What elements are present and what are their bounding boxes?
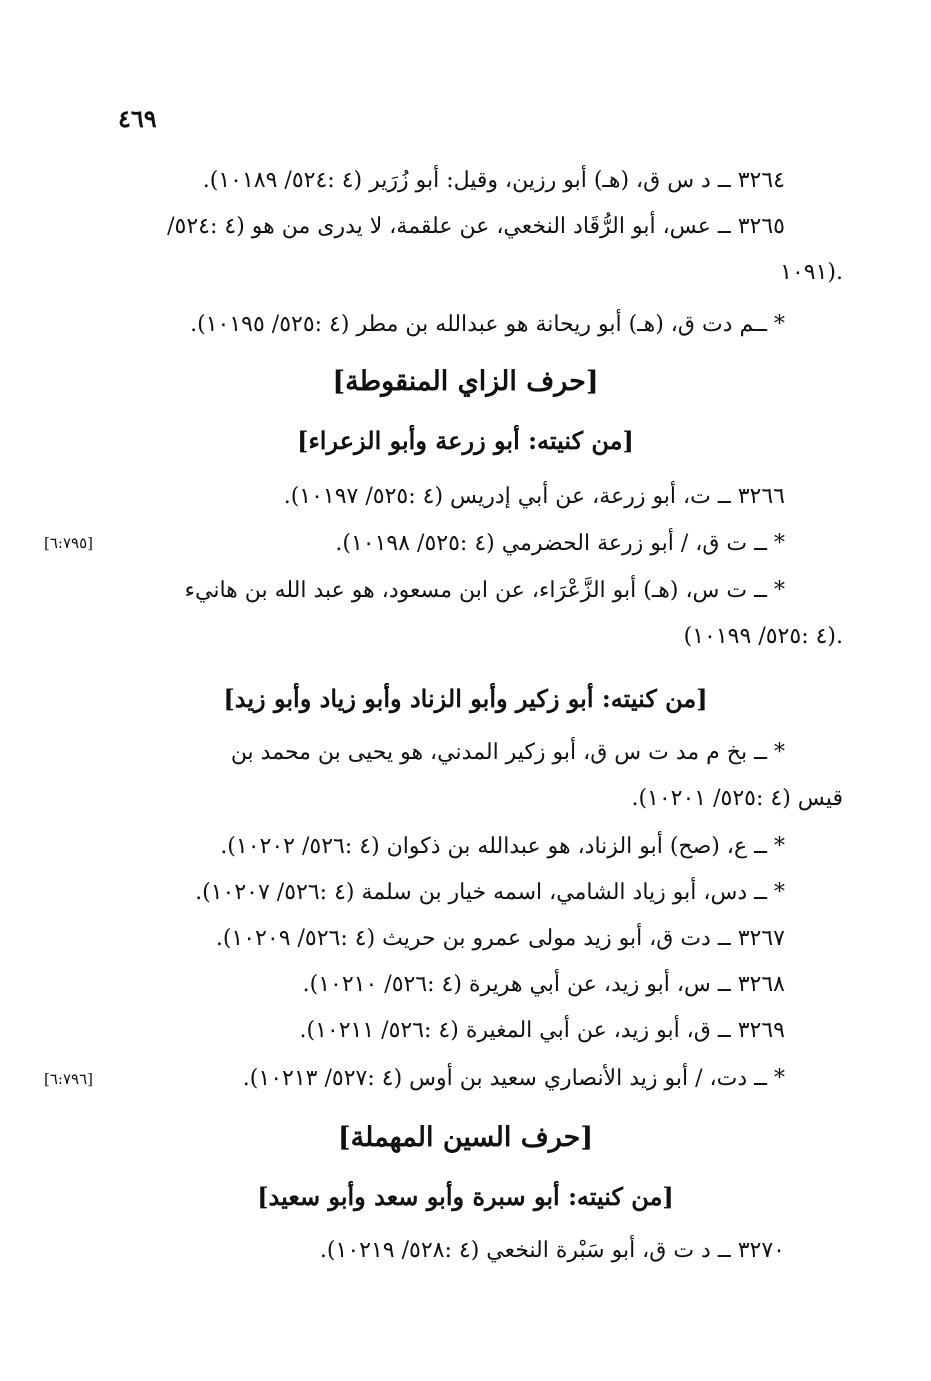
heading-sin: [حرف السين المهملة]	[337, 1122, 594, 1153]
entry-3268: ٣٢٦٨ ــ س، أبو زيد، عن أبي هريرة (٤ :٥٢٦/ ١٠٢١٠).	[302, 972, 785, 997]
starred-entry-abu-zukayr: * ــ بخ م مد ت س ق، أبو زكير المدني، هو يحيى بن محمد بن	[230, 740, 785, 765]
entry-3265: ٣٢٦٥ ــ عس، أبو الرُّقَاد النخعي، عن علقمة، لا يدرى من هو (٤ :٥٢٤/	[167, 214, 785, 239]
starred-entry-abu-zara: * ــ ت س، (هـ) أبو الزَّعْرَاء، عن ابن مسعود، هو عبد الله بن هانيء	[184, 578, 785, 603]
entry-3264: ٣٢٦٤ ــ د س ق، (هـ) أبو رزين، وقيل: أبو زُرَير (٤ :٥٢٤/ ١٠١٨٩).	[202, 168, 785, 193]
starred-entry-abu-zinad: * ــ ع، (صح) أبو الزناد، هو عبدالله بن ذكوان (٤ :٥٢٦/ ١٠٢٠٢).	[220, 834, 785, 859]
starred-entry-abu-zurah-hadrami: * ــ ت ق، / أبو زرعة الحضرمي (٤ :٥٢٥/ ١٠١٩٨).	[335, 531, 785, 556]
entry-3265-continuation: ١٠٩١).	[780, 260, 843, 285]
margin-reference: [٦:٧٩٦]	[44, 1070, 93, 1088]
page-number: ٤٦٩	[118, 104, 157, 133]
starred-entry-abu-rayhana: * ــم دت ق، (هـ) أبو ريحانة هو عبدالله بن مطر (٤ :٥٢٥/ ١٠١٩٥).	[190, 312, 785, 337]
entry-3267: ٣٢٦٧ ــ دت ق، أبو زيد مولى عمرو بن حريث (٤ :٥٢٦/ ١٠٢٠٩).	[215, 926, 785, 951]
starred-entry-abu-zara-continuation: (٤ :٥٢٥/ ١٠١٩٩).	[683, 624, 843, 649]
subheading-abu-sabra: [من كنيته: أبو سبرة وأبو سعد وأبو سعيد]	[257, 1182, 674, 1211]
margin-reference: [٦:٧٩٥]	[44, 534, 93, 552]
entry-3269: ٣٢٦٩ ــ ق، أبو زيد، عن أبي المغيرة (٤ :٥٢٦/ ١٠٢١١).	[299, 1018, 785, 1043]
entry-3270: ٣٢٧٠ ــ د ت ق، أبو سَبْرة النخعي (٤ :٥٢٨/ ١٠٢١٩).	[319, 1238, 785, 1263]
starred-entry-abu-zayd-ansari: * ــ دت، / أبو زيد الأنصاري سعيد بن أوس (٤ :٥٢٧/ ١٠٢١٣).	[242, 1066, 785, 1091]
subheading-abu-zurah: [من كنيته: أبو زرعة وأبو الزعراء]	[297, 426, 634, 455]
heading-zay: [حرف الزاي المنقوطة]	[332, 366, 599, 397]
starred-entry-abu-ziyad: * ــ دس، أبو زياد الشامي، اسمه خيار بن سلمة (٤ :٥٢٦/ ١٠٢٠٧).	[195, 880, 785, 905]
subheading-abu-zukayr: [من كنيته: أبو زكير وأبو الزناد وأبو زياد وأبو زيد]	[223, 684, 708, 713]
entry-3266: ٣٢٦٦ ــ ت، أبو زرعة، عن أبي إدريس (٤ :٥٢٥/ ١٠١٩٧).	[283, 484, 785, 509]
starred-entry-abu-zukayr-continuation: قيس (٤ :٥٢٥/ ١٠٢٠١).	[631, 786, 843, 811]
